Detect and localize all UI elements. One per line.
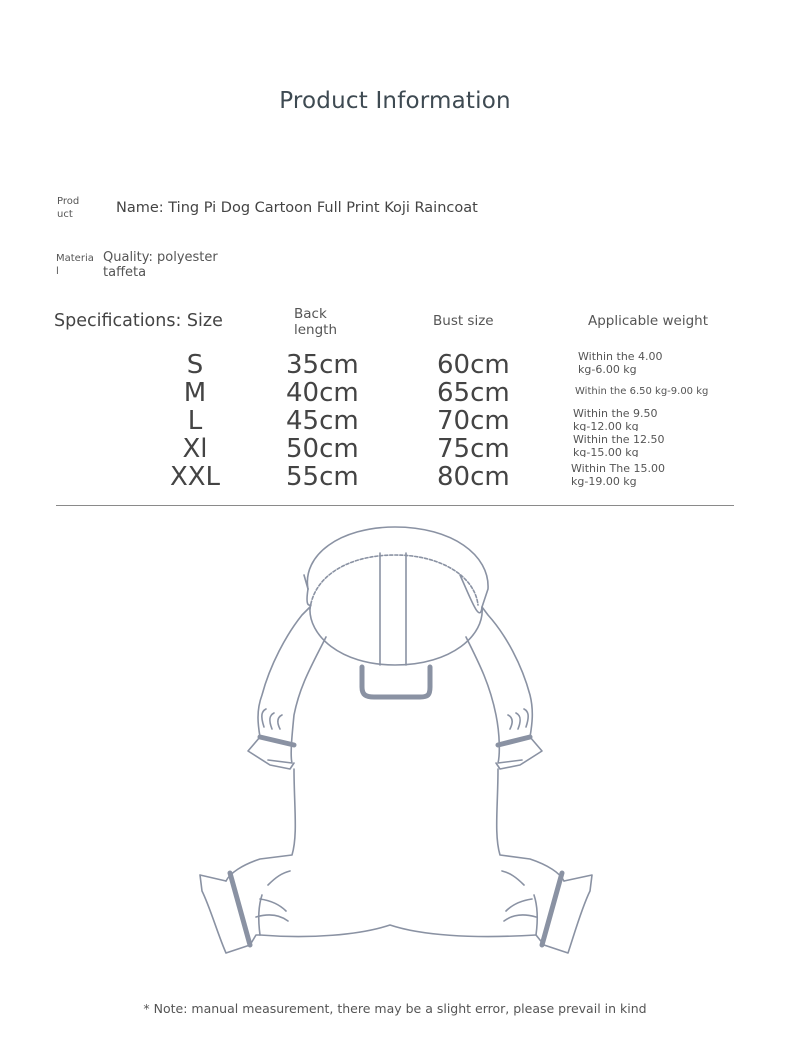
center-strip bbox=[380, 553, 406, 665]
left-leg-trim bbox=[230, 873, 250, 945]
back-length-header-line1: Back bbox=[294, 306, 327, 322]
bust-size-cell: 70cm bbox=[437, 406, 510, 436]
back-length-header bbox=[294, 306, 337, 338]
bust-size-cell: 60cm bbox=[437, 350, 510, 380]
bust-size-cell: 75cm bbox=[437, 434, 510, 464]
material-label bbox=[56, 252, 94, 278]
applicable-weight-header: Applicable weight bbox=[588, 313, 709, 329]
weight-cell-line2: kg-15.00 kg bbox=[573, 446, 639, 457]
size-cell: M bbox=[183, 378, 207, 408]
weight-cell-line1: Within the 6.50 kg-9.00 kg bbox=[575, 386, 709, 397]
size-cell: XXL bbox=[169, 462, 221, 492]
hood-outline bbox=[307, 527, 488, 613]
back-length-cell: 45cm bbox=[286, 406, 359, 436]
weight-cell bbox=[575, 385, 708, 398]
size-cell: S bbox=[186, 350, 204, 380]
right-cuff-trim bbox=[498, 737, 530, 745]
size-cell: Xl bbox=[182, 434, 208, 464]
raincoat-illustration bbox=[190, 515, 610, 965]
material-label-line2: l bbox=[56, 266, 59, 277]
product-label bbox=[57, 195, 79, 221]
back-length-cell: 35cm bbox=[286, 350, 359, 380]
divider bbox=[56, 505, 734, 506]
weight-cell bbox=[573, 433, 665, 457]
bust-size-cell: 65cm bbox=[437, 378, 510, 408]
product-name: Name: Ting Pi Dog Cartoon Full Print Koji Raincoat bbox=[116, 200, 478, 216]
product-label-line2: uct bbox=[57, 209, 73, 220]
material-label-line1: Materia bbox=[56, 253, 94, 264]
left-cuff-trim bbox=[260, 737, 294, 745]
product-label-line1: Prod bbox=[57, 196, 80, 207]
weight-cell bbox=[573, 407, 658, 431]
weight-cell-line2: kg-6.00 kg bbox=[578, 363, 637, 376]
specifications-heading: Specifications: Size bbox=[54, 311, 223, 331]
weight-cell-line2: kg-19.00 kg bbox=[571, 475, 637, 488]
weight-cell-line2: kg-12.00 kg bbox=[573, 420, 639, 431]
collar-trim bbox=[362, 667, 430, 697]
back-length-cell: 55cm bbox=[286, 462, 359, 492]
size-cell: L bbox=[187, 406, 203, 436]
bust-size-header: Bust size bbox=[433, 313, 494, 329]
weight-cell-line1: Within the 12.50 bbox=[573, 433, 665, 446]
back-length-cell: 40cm bbox=[286, 378, 359, 408]
material-quality bbox=[103, 250, 218, 280]
right-leg-trim bbox=[542, 873, 562, 945]
back-length-cell: 50cm bbox=[286, 434, 359, 464]
weight-cell-line1: Within The 15.00 bbox=[571, 462, 665, 475]
bust-size-cell: 80cm bbox=[437, 462, 510, 492]
hood-seam bbox=[310, 555, 478, 609]
back-length-header-line2: length bbox=[294, 322, 338, 338]
material-quality-line1: Quality: polyester bbox=[103, 250, 218, 265]
weight-cell-line1: Within the 4.00 bbox=[578, 350, 663, 363]
weight-cell bbox=[578, 350, 663, 376]
weight-cell bbox=[571, 462, 665, 488]
page-title: Product Information bbox=[279, 88, 511, 114]
material-quality-line2: taffeta bbox=[103, 265, 147, 280]
measurement-note: * Note: manual measurement, there may be a slight error, please prevail in kind bbox=[143, 1001, 647, 1016]
weight-cell-line1: Within the 9.50 bbox=[573, 407, 658, 420]
